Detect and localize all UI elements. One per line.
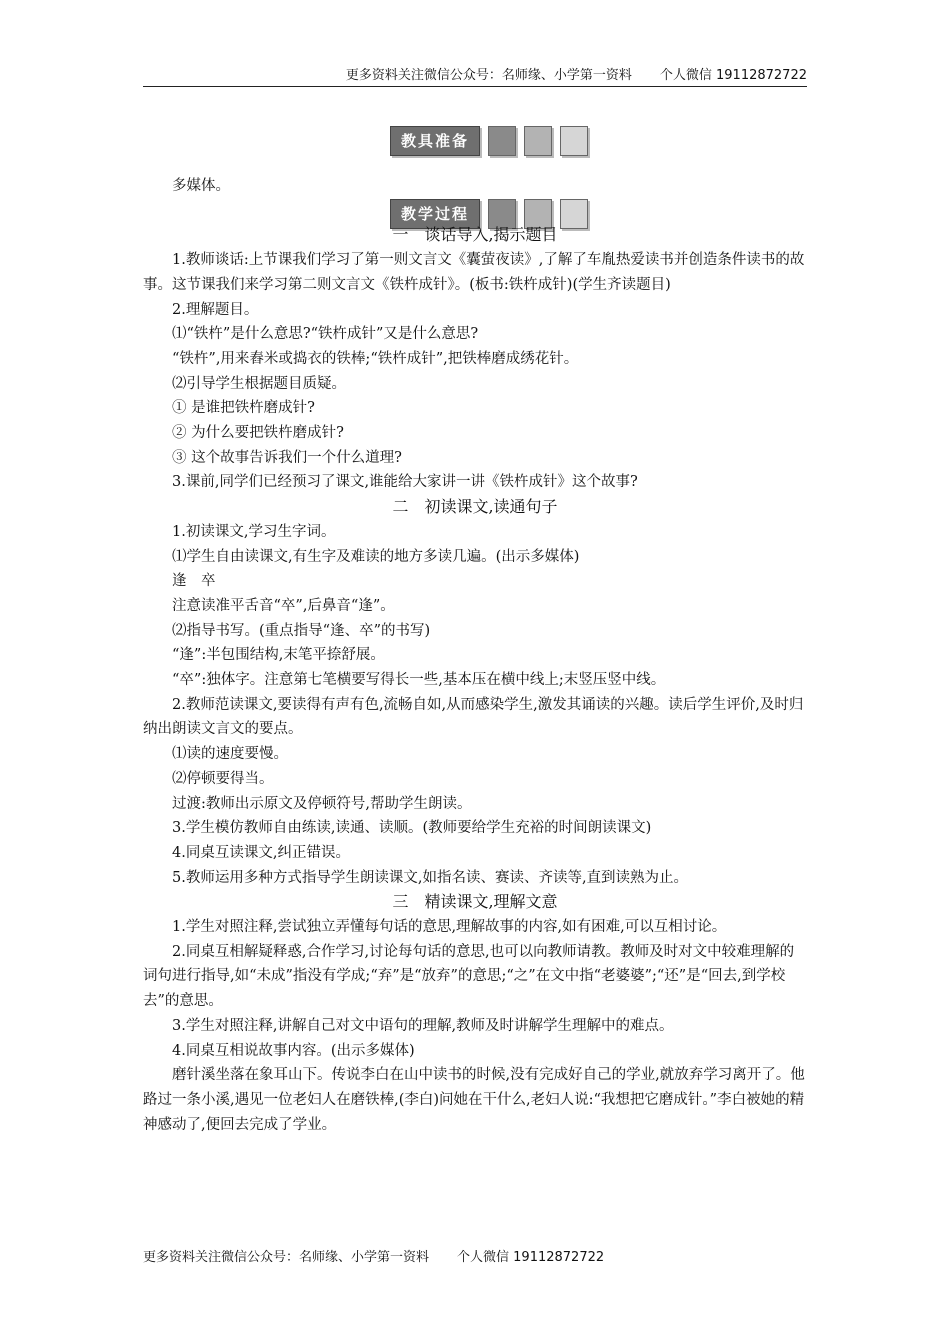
page-header — [143, 64, 807, 86]
paragraph: 4.同桌互读课文,纠正错误。 — [172, 844, 350, 861]
paragraph: 1.学生对照注释,尝试独立弄懂每句话的意思,理解故事的内容,如有困难,可以互相讨论。 — [172, 919, 727, 936]
paragraph: 4.同桌互相说故事内容。(出示多媒体) — [172, 1042, 415, 1059]
footer-left-text: 更多资料关注微信公众号：名师缘、小学第一资料 — [143, 1250, 430, 1265]
paragraph: ⑴读的速度要慢。 — [172, 746, 288, 763]
paragraph: 2.教师范读课文,要读得有声有色,流畅自如,从而感染学生,激发其诵读的兴趣。读后学生评价,及时归纳出朗读文言文的要点。 — [143, 696, 804, 738]
paragraph: ⑴“铁杵”是什么意思?“铁杵成针”又是什么意思? — [172, 326, 479, 343]
paragraph: ③ 这个故事告诉我们一个什么道理? — [172, 449, 402, 466]
paragraph: “铁杵”,用来舂米或捣衣的铁棒;“铁杵成针”,把铁棒磨成绣花针。 — [172, 350, 579, 367]
document-body — [143, 174, 807, 1137]
header-rule — [143, 86, 807, 87]
page-footer — [143, 1246, 604, 1265]
footer-right-text: 个人微信 19112872722 — [457, 1250, 605, 1265]
paragraph: ⑴学生自由读课文,有生字及难读的地方多读几遍。(出示多媒体) — [172, 548, 580, 565]
paragraph: 1.教师谈话:上节课我们学习了第一则文言文《囊萤夜读》,了解了车胤热爱读书并创造条件读书的故事。这节课我们来学习第二则文言文《铁杵成针》。(板书:铁杵成针)(学生齐读题目) — [143, 252, 805, 293]
paragraph: “卒”:独体字。注意第七笔横要写得长一些,基本压在横中线上;末竖压竖中线。 — [172, 672, 666, 689]
paragraph: 逢 卒 — [172, 573, 216, 590]
paragraph: ② 为什么要把铁杵磨成针? — [172, 425, 344, 442]
banner-spacer — [143, 199, 807, 224]
banner-process-label: 教学过程 — [390, 199, 480, 229]
banner-prep-label: 教具准备 — [390, 126, 480, 156]
banner-block-2 — [524, 126, 552, 156]
paragraph: ⑵指导书写。(重点指导“逢、卒”的书写) — [172, 622, 431, 639]
paragraph: ⑵停顿要得当。 — [172, 770, 274, 787]
banner-block-1 — [488, 126, 516, 156]
section-heading-1: 一 谈话导入,揭示题目 — [392, 225, 558, 245]
paragraph: ⑵引导学生根据题目质疑。 — [172, 375, 346, 392]
paragraph: 磨针溪坐落在象耳山下。传说李白在山中读书的时候,没有完成好自己的学业,就放弃学习离开了。他路过一条小溪,遇见一位老妇人在磨铁棒,(李白)问她在干什么,老妇人说:“我想把它磨成针。”李白被她的精神感动了,便回去完成了学业。 — [143, 1067, 805, 1133]
paragraph: ① 是谁把铁杵磨成针? — [172, 400, 315, 417]
paragraph: 过渡:教师出示原文及停顿符号,帮助学生朗读。 — [172, 795, 472, 812]
paragraph: 3.学生对照注释,讲解自己对文中语句的理解,教师及时讲解学生理解中的难点。 — [172, 1017, 674, 1034]
paragraph: “逢”:半包围结构,末笔平捺舒展。 — [172, 647, 385, 664]
paragraph: 3.课前,同学们已经预习了课文,谁能给大家讲一讲《铁杵成针》这个故事? — [172, 474, 638, 491]
prep-text: 多媒体。 — [172, 178, 230, 194]
banner-prep — [390, 126, 588, 156]
header-left-text: 更多资料关注微信公众号：名师缘、小学第一资料 — [345, 68, 632, 83]
section-heading-2: 二 初读课文,读通句子 — [392, 497, 558, 517]
paragraph: 1.初读课文,学习生字词。 — [172, 523, 336, 540]
paragraph: 2.同桌互相解疑释惑,合作学习,讨论每句话的意思,也可以向教师请教。教师及时对文中较难理解的词句进行指导,如“未成”指没有学成;“弃”是“放弃”的意思;“之”在文中指“老婆婆”;“还”是“回去,到学校去”的意思。 — [143, 943, 795, 1010]
paragraph: 3.学生模仿教师自由练读,读通、读顺。(教师要给学生充裕的时间朗读课文) — [172, 820, 652, 837]
section-heading-3: 三 精读课文,理解文意 — [392, 892, 558, 912]
header-right-text: 个人微信 19112872722 — [659, 68, 807, 83]
paragraph: 注意读准平舌音“卒”,后鼻音“逢”。 — [172, 597, 395, 614]
paragraph: 2.理解题目。 — [172, 301, 259, 318]
paragraph: 5.教师运用多种方式指导学生朗读课文,如指名读、赛读、齐读等,直到读熟为止。 — [172, 869, 689, 886]
banner-block-3 — [560, 126, 588, 156]
